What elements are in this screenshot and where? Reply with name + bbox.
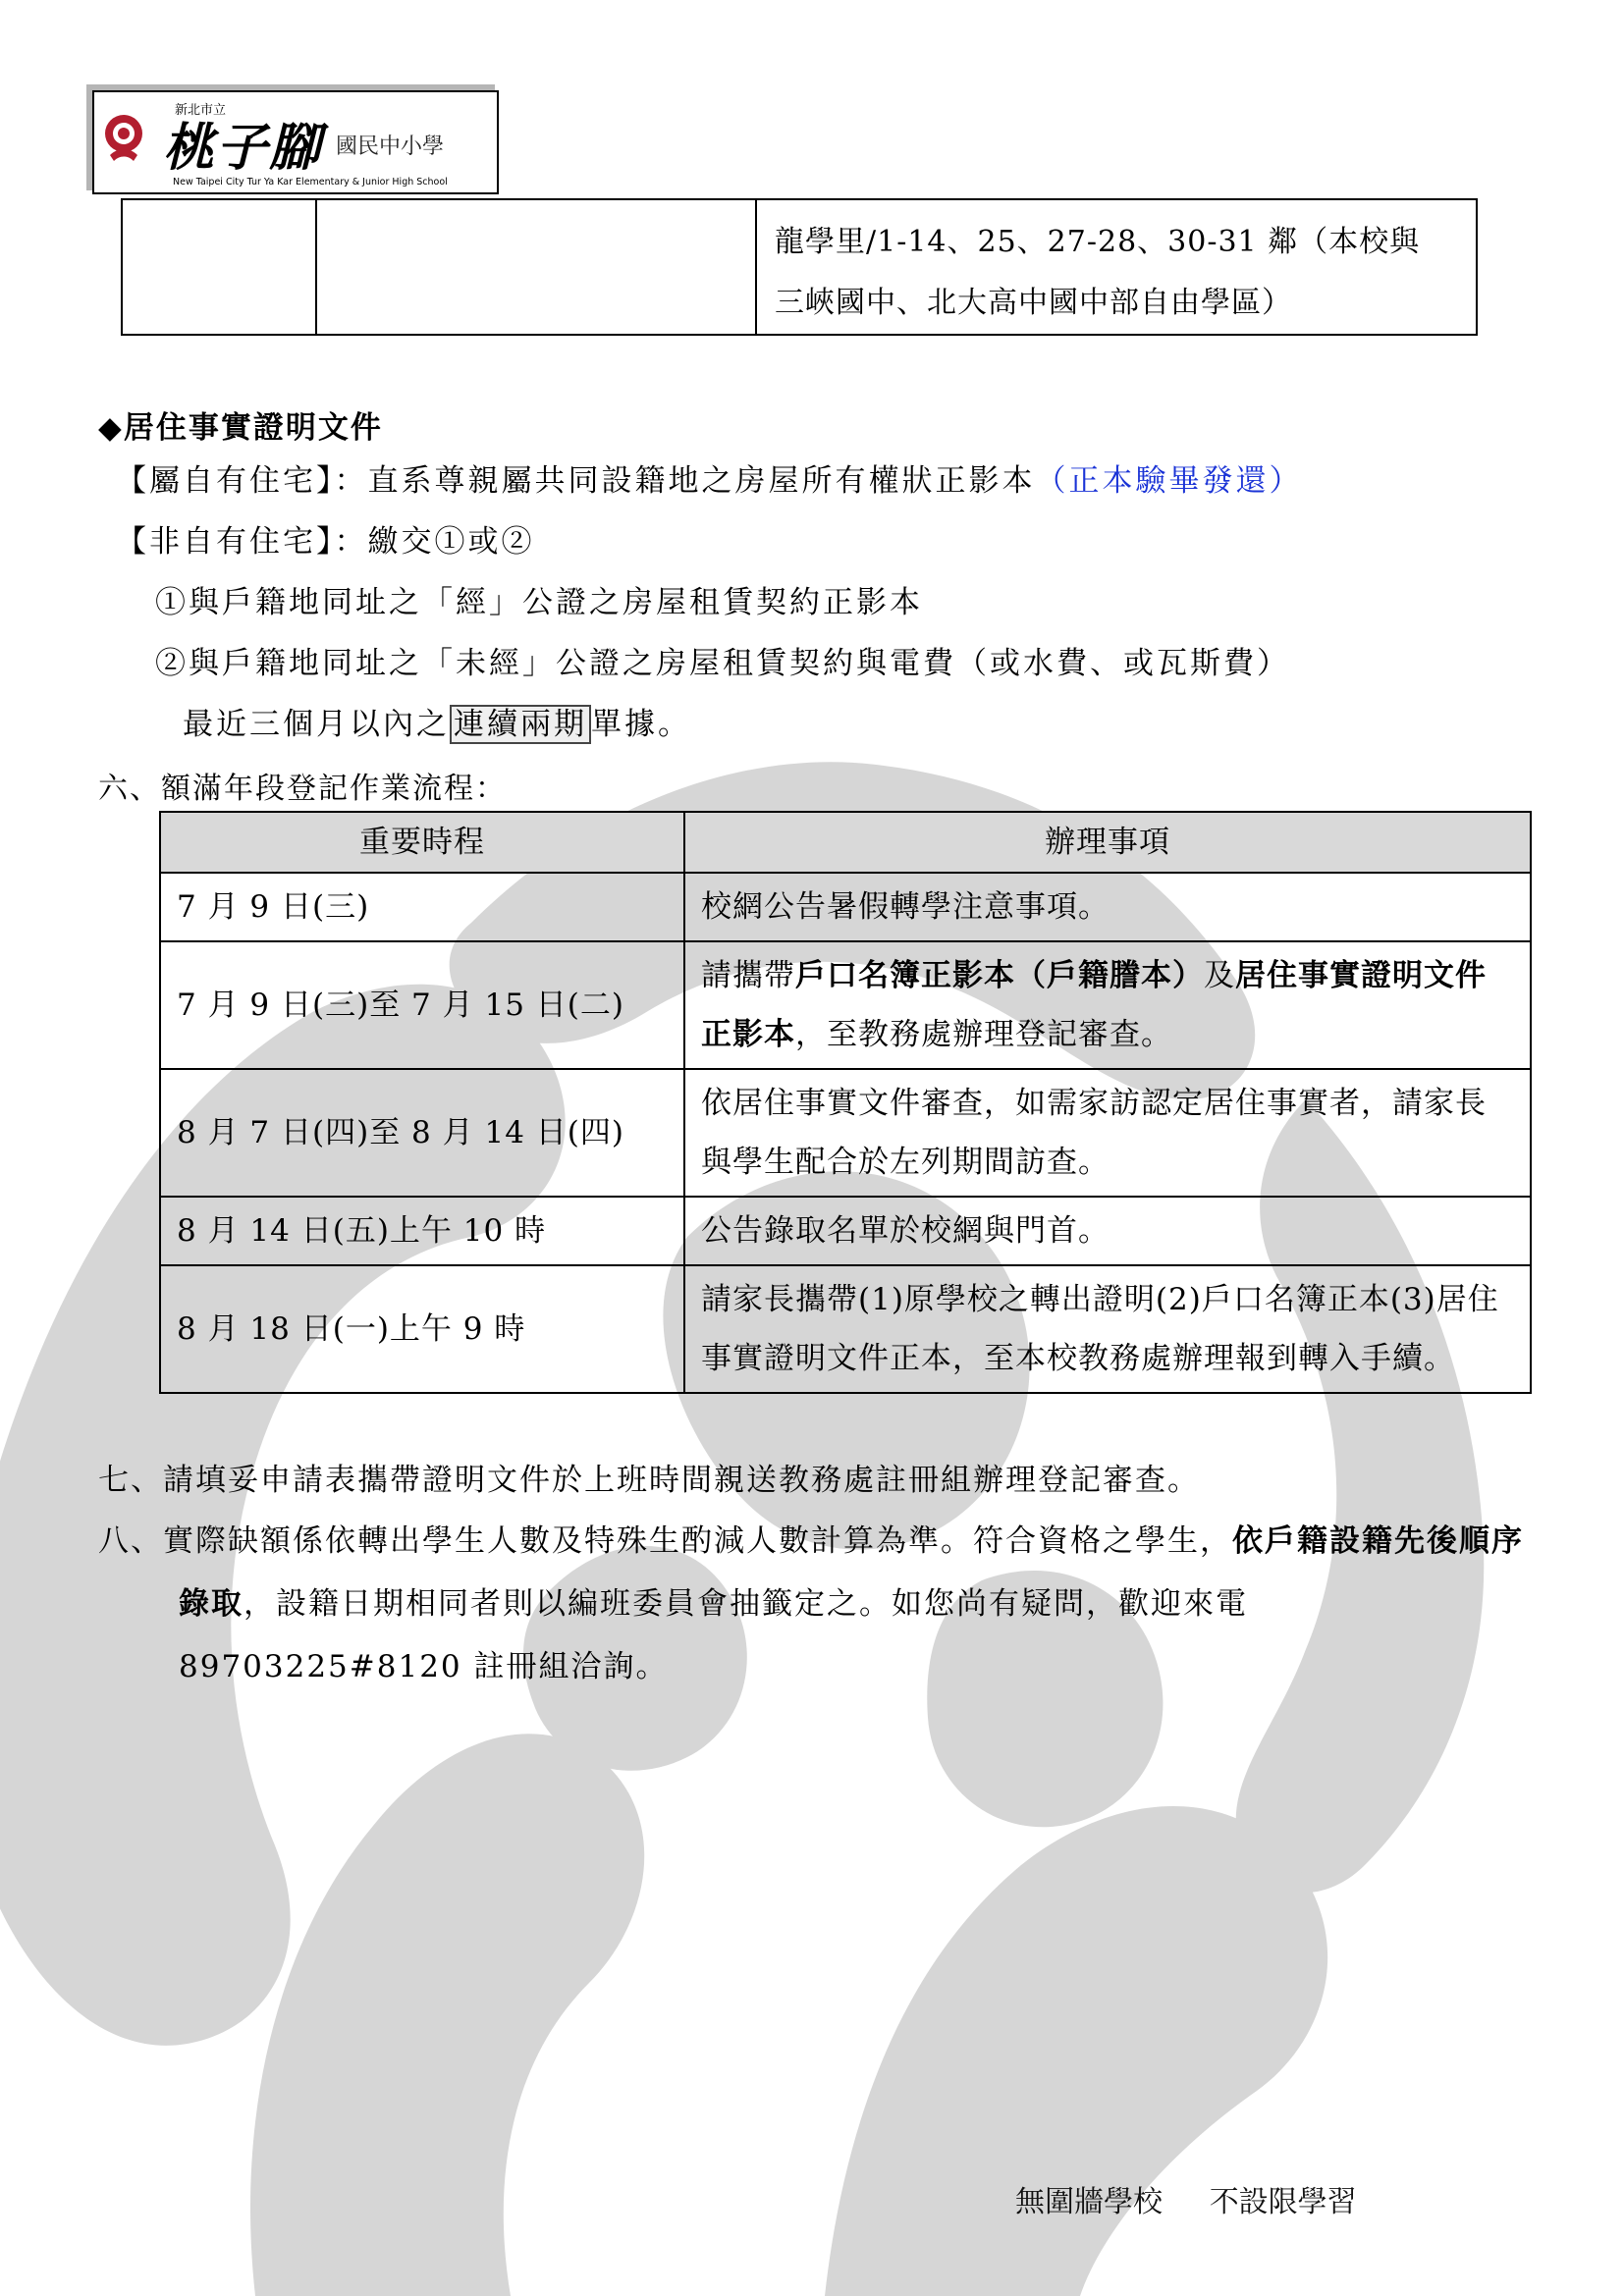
row-item: 請家長攜帶(1)原學校之轉出證明(2)戶口名簿正本(3)居住事實證明文件正本，至本校教務處辦理報到轉入手續。	[684, 1265, 1531, 1393]
section-8-part-a: 八、實際缺額係依轉出學生人數及特殊生酌減人數計算為準。符合資格之學生，	[98, 1523, 1232, 1559]
logo-school-name: 桃子腳	[163, 118, 323, 178]
row-date: 8 月 18 日(一)上午 9 時	[160, 1265, 684, 1393]
option-2-continuation	[183, 699, 691, 743]
logo-english-name: New Taipei City Tur Ya Kar Elementary & Junior High School	[173, 177, 448, 187]
option-2-cont-end: 單據。	[591, 707, 691, 742]
district-address-cell	[756, 199, 1477, 335]
own-house-text: ：直系尊親屬共同設籍地之房屋所有權狀正影本	[334, 463, 1036, 499]
district-line-2: 三峽國中、北大高中國中部自由學區）	[775, 286, 1292, 320]
row-item	[684, 941, 1531, 1069]
table-row	[160, 1197, 1531, 1265]
logo-school-type: 國民中小學	[336, 134, 445, 159]
table-row	[160, 1265, 1531, 1393]
option-2-line: ②與戶籍地同址之「未經」公證之房屋租賃契約與電費（或水費、或瓦斯費）	[155, 646, 1290, 681]
row-item: 公告錄取名單於校網與門首。	[684, 1197, 1531, 1265]
table-row	[160, 941, 1531, 1069]
school-emblem-icon	[100, 112, 147, 163]
row-item: 依居住事實文件審查，如需家訪認定居住事實者，請家長與學生配合於左列期間訪查。	[684, 1069, 1531, 1197]
row-item: 校網公告暑假轉學注意事項。	[684, 873, 1531, 941]
option-1-line: ①與戶籍地同址之「經」公證之房屋租賃契約正影本	[155, 585, 923, 620]
district-line-1: 龍學里/1-14、25、27-28、30-31 鄰（本校與	[775, 225, 1421, 259]
table-header-row	[160, 812, 1531, 873]
row-item-text: 及	[1204, 958, 1235, 993]
header-items: 辦理事項	[684, 812, 1531, 873]
header-schedule: 重要時程	[160, 812, 684, 873]
own-house-line	[116, 455, 1303, 500]
footer-slogan	[1015, 2177, 1357, 2220]
table-row	[160, 873, 1531, 941]
row-date: 7 月 9 日(三)	[160, 873, 684, 941]
row-item-bold: 居住事實證明文件正影本	[701, 958, 1487, 1052]
section-8-part-c: ，設籍日期相同者則以編班委員會抽籤定之。如您尚有疑問，歡迎來電 89703225#8120 註冊組洽詢。	[179, 1586, 1248, 1684]
row-date: 8 月 14 日(五)上午 10 時	[160, 1197, 684, 1265]
footer-slogan-2: 不設限學習	[1209, 2185, 1357, 2219]
school-logo	[92, 90, 499, 194]
rent-house-line	[116, 516, 535, 561]
section-8-bold: 依戶籍設籍先後順序錄取	[179, 1523, 1524, 1622]
table-row	[160, 1069, 1531, 1197]
row-item-text: ，至教務處辦理登記審查。	[795, 1017, 1172, 1052]
section-7-text: 七、請填妥申請表攜帶證明文件於上班時間親送教務處註冊組辦理登記審查。	[98, 1463, 1200, 1498]
row-item-bold: 戶口名簿正影本（戶籍謄本）	[795, 958, 1204, 993]
row-item-text: 請攜帶	[701, 958, 795, 993]
logo-city: 新北市立	[175, 103, 227, 118]
option-2-cont-text: 最近三個月以內之	[183, 707, 450, 742]
row-date: 8 月 7 日(四)至 8 月 14 日(四)	[160, 1069, 684, 1197]
table-cell-empty	[122, 199, 316, 335]
own-house-label: 【屬自有住宅】	[116, 463, 335, 499]
district-table-fragment	[121, 198, 1478, 336]
schedule-table	[159, 811, 1532, 1394]
footer-slogan-1: 無圍牆學校	[1015, 2185, 1163, 2219]
row-date: 7 月 9 日(三)至 7 月 15 日(二)	[160, 941, 684, 1069]
rent-house-label: 【非自有住宅】	[116, 524, 335, 560]
highlight-consecutive-two: 連續兩期	[450, 705, 591, 744]
rent-house-text: ：繳交①或②	[334, 524, 535, 560]
section-8-text	[98, 1510, 1542, 1698]
section-6-title: 六、額滿年段登記作業流程：	[98, 772, 507, 806]
residence-section-title: ◆居住事實證明文件	[98, 410, 383, 446]
table-cell-empty	[316, 199, 756, 335]
own-house-note: （正本驗畢發還）	[1035, 463, 1303, 499]
